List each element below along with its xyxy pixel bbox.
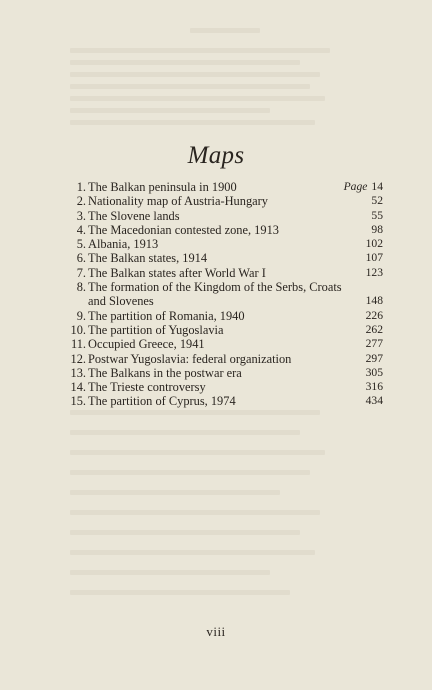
map-title: Albania, 1913 (88, 237, 159, 252)
map-number: 2. (76, 194, 86, 209)
map-title: The Balkan peninsula in 1900 (88, 180, 237, 194)
map-title: Postwar Yugoslavia: federal organization (88, 351, 292, 366)
map-number: 3. (76, 208, 86, 223)
folio-page-number: viii (206, 624, 226, 639)
map-number: 9. (76, 308, 86, 323)
page-value: 277 (365, 337, 383, 351)
map-page-number (366, 352, 383, 366)
map-number: 8. (76, 280, 86, 295)
map-number: 15. (70, 394, 86, 409)
map-page-number (366, 366, 383, 380)
map-list-item (70, 380, 383, 394)
page-value: 226 (365, 308, 383, 322)
map-list-item (70, 352, 383, 366)
map-page-number (371, 209, 383, 223)
map-page-number (366, 251, 383, 265)
map-page-number (366, 266, 383, 280)
map-number: 5. (76, 237, 86, 252)
map-number: 6. (76, 251, 86, 266)
map-list-item (70, 251, 383, 265)
map-number: 7. (76, 265, 86, 280)
page-title: Maps (187, 142, 245, 169)
map-title: Nationality map of Austria-Hungary (88, 194, 268, 209)
map-list-item (70, 237, 383, 251)
page-value: 434 (365, 394, 383, 408)
map-title: The Balkans in the postwar era (88, 365, 242, 380)
map-page-number (366, 394, 383, 408)
map-number: 10. (70, 322, 86, 337)
page-value: 316 (365, 380, 383, 394)
map-number: 11. (70, 337, 86, 352)
maps-list (70, 180, 383, 409)
map-list-item (70, 323, 383, 337)
map-title: Occupied Greece, 1941 (88, 337, 205, 352)
map-title: The partition of Cyprus, 1974 (88, 394, 236, 409)
map-title: The partition of Yugoslavia (88, 322, 224, 337)
map-page-number (366, 380, 383, 394)
map-list-item (70, 337, 383, 351)
map-list-item (70, 366, 383, 380)
map-number: 14. (70, 380, 86, 395)
map-list-item (70, 309, 383, 323)
page-value: 305 (365, 365, 383, 379)
page-value: 102 (365, 237, 383, 251)
page-value: 98 (371, 222, 383, 236)
map-list-item (70, 266, 383, 280)
page-value: 262 (365, 322, 383, 336)
map-number: 1. (76, 180, 86, 194)
map-page-number (366, 237, 383, 251)
page-value: 107 (365, 251, 383, 265)
map-page-number (366, 323, 383, 337)
map-title: The Macedonian contested zone, 1913 (88, 222, 279, 237)
page-label: Page (343, 180, 368, 193)
page-value: 55 (371, 208, 383, 222)
map-page-number (344, 180, 383, 194)
map-title: The Balkan states after World War I (88, 265, 266, 280)
map-list-item (70, 194, 383, 208)
map-page-number (371, 223, 383, 237)
page-value: 14 (371, 180, 383, 193)
map-number: 13. (70, 365, 86, 380)
map-title: The Trieste controversy (88, 380, 206, 395)
map-title: The Balkan states, 1914 (88, 251, 208, 266)
map-list-item (70, 280, 383, 309)
page-value: 52 (371, 194, 383, 208)
map-list-item (70, 209, 383, 223)
map-page-number (366, 294, 383, 308)
page-value: 297 (365, 351, 383, 365)
map-number: 4. (76, 222, 86, 237)
map-page-number (366, 309, 383, 323)
map-number: 12. (70, 351, 86, 366)
page-value: 148 (365, 294, 383, 308)
map-list-item (70, 394, 383, 408)
page-value: 123 (365, 265, 383, 279)
map-title: The Slovene lands (88, 208, 180, 223)
map-page-number (366, 337, 383, 351)
map-page-number (371, 194, 383, 208)
map-list-item (70, 223, 383, 237)
map-title: The formation of the Kingdom of the Serbs, Croats and Slovenes (88, 280, 342, 309)
map-title: The partition of Romania, 1940 (88, 308, 245, 323)
map-list-item (70, 180, 383, 194)
